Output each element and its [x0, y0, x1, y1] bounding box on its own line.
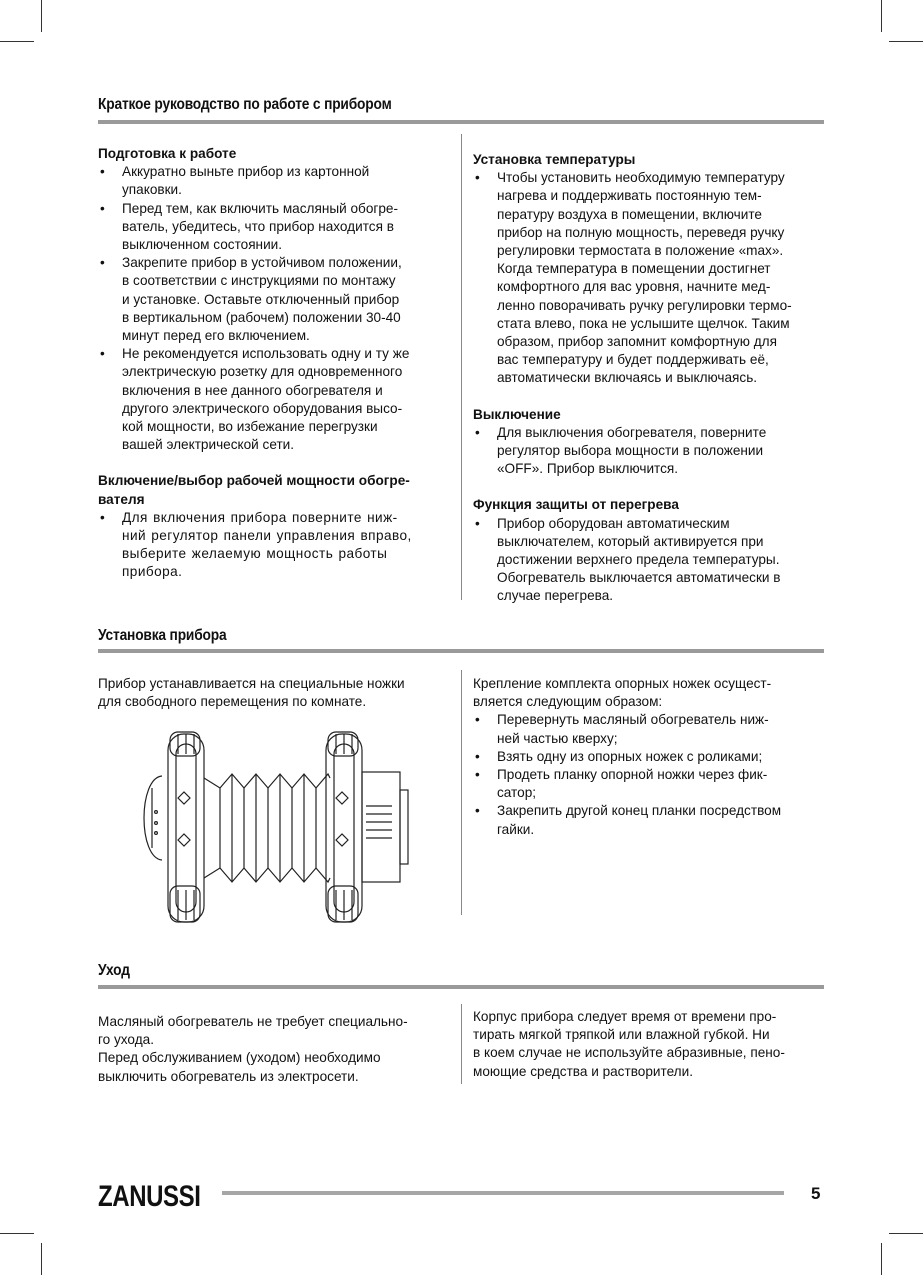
text-line: пературу воздуха в помещении, включите [497, 206, 762, 222]
care-right-column [473, 1008, 825, 1081]
list-item [473, 766, 825, 802]
crop-mark [0, 1233, 34, 1234]
text-line: выберите желаемую мощность работы [122, 546, 388, 562]
text-line: • Продеть планку опорной ножки через фик- [497, 767, 768, 783]
crop-mark [0, 41, 34, 42]
crop-mark [41, 0, 42, 32]
text-line: регулятор выбора мощности в положении [497, 443, 764, 459]
overheat-list [473, 515, 825, 606]
text-line: включения в нее данного обогревателя и [122, 382, 383, 398]
installation-left-column [98, 675, 454, 711]
text-line: для свободного перемещения по комнате. [98, 694, 367, 710]
list-item [98, 509, 448, 582]
brand-logo: ZANUSSI [98, 1180, 201, 1213]
section-title-care: Уход [98, 962, 130, 979]
spacer [98, 454, 448, 472]
text-line: сатор; [497, 785, 537, 801]
text-line: кой мощности, во избежание перегрузки [122, 419, 378, 435]
text-line: электрическую розетку для одновременного [122, 364, 403, 380]
text-line: вас температуру и будет поддерживать её, [497, 352, 769, 368]
text-line: выключенном состоянии. [122, 237, 283, 253]
text-line: в вертикальном (рабочем) положении 30-40 [122, 309, 401, 325]
text-line: автоматически включаясь и выключаясь. [497, 370, 758, 386]
text-line: • Для выключения обогревателя, поверните [497, 424, 767, 440]
text-line: в коем случае не используйте абразивные, пено- [473, 1045, 785, 1061]
subheading-power [98, 472, 448, 508]
text-line: другого электрического оборудования высо- [122, 400, 403, 416]
care-left-column [98, 1013, 454, 1086]
text-line: вашей электрической сети. [122, 437, 295, 453]
subheading-preparation: Подготовка к работе [98, 146, 237, 161]
installation-right-column [473, 675, 825, 839]
crop-mark [889, 1233, 923, 1234]
list-item [98, 345, 448, 454]
text-line: Включение/выбор рабочей мощности обогре- [98, 473, 410, 489]
section-rule [98, 985, 824, 989]
text-line: ленно поворачивать ручку регулировки термо- [497, 297, 792, 313]
crop-mark [881, 0, 882, 32]
preparation-list [98, 163, 448, 454]
text-line: прибора. [122, 564, 183, 580]
text-line: • Аккуратно выньте прибор из картонной [122, 164, 370, 180]
crop-mark [41, 1243, 42, 1275]
subheading-off: Выключение [473, 406, 561, 422]
text-line: выключателем, который активируется при [497, 533, 764, 549]
text-line: • Для включения прибора поверните ниж- [122, 509, 398, 525]
text-line: Прибор устанавливается на специальные ножки [98, 676, 405, 691]
text-line: Корпус прибора следует время от времени про- [473, 1009, 777, 1024]
text-line: нагрева и поддерживать постоянную тем- [497, 188, 762, 204]
text-line: прибор на полную мощность, переведя ручку [497, 224, 785, 240]
list-item [473, 424, 825, 479]
care-left-text [98, 1013, 454, 1086]
text-line: тирать мягкой тряпкой или влажной губкой. Ни [473, 1027, 770, 1043]
text-line: Масляный обогреватель не требует специально- [98, 1014, 408, 1029]
text-line: Перед обслуживанием (уходом) необходимо [98, 1050, 381, 1066]
text-line: достижении верхнего предела температуры. [497, 552, 780, 568]
footer-rule [222, 1191, 784, 1195]
list-item [473, 802, 825, 838]
text-line: • Закрепить другой конец планки посредством [497, 803, 782, 819]
text-line: • Не рекомендуется использовать одну и ту же [122, 346, 410, 362]
list-item [473, 515, 825, 606]
spacer [473, 478, 825, 496]
text-line: случае перегрева. [497, 588, 614, 604]
section-title-installation: Установка прибора [98, 627, 227, 644]
text-line: Когда температура в помещении достигнет [497, 261, 771, 277]
list-item [473, 711, 825, 747]
text-line: регулировки термостата в положение «max». [497, 243, 784, 259]
list-item [98, 163, 448, 199]
column-divider [461, 1004, 462, 1084]
text-line: и установке. Оставьте отключенный прибор [122, 291, 400, 307]
installation-steps-list [473, 711, 825, 838]
page-number: 5 [811, 1184, 821, 1203]
oil-heater-illustration [130, 728, 420, 928]
text-line: стата влево, пока не услышите щелчок. Таким [497, 315, 790, 331]
text-line: ватель, убедитесь, что прибор находится в [122, 218, 394, 234]
quick-guide-right-column [473, 151, 825, 606]
text-line: в соответствии с инструкциями по монтажу [122, 273, 396, 289]
text-line: выключить обогреватель из электросети. [98, 1068, 359, 1084]
text-line: минут перед его включением. [122, 328, 310, 344]
text-line: упаковки. [122, 182, 182, 198]
text-line: вляется следующим образом: [473, 694, 663, 710]
list-item [473, 169, 825, 387]
installation-steps-intro [473, 675, 825, 711]
list-item [98, 200, 448, 255]
text-line: моющие средства и растворители. [473, 1063, 693, 1079]
text-line: вателя [98, 491, 145, 507]
crop-mark [881, 1243, 882, 1275]
text-line: • Взять одну из опорных ножек с роликами; [497, 748, 763, 764]
text-line: Обогреватель выключается автоматически в [497, 570, 781, 586]
care-right-text [473, 1008, 825, 1081]
text-line: • Перед тем, как включить масляный обогре- [122, 200, 398, 216]
text-line: • Прибор оборудован автоматическим [497, 515, 730, 531]
column-divider [461, 134, 462, 600]
section-rule [98, 120, 824, 124]
installation-intro [98, 675, 454, 711]
section-title-quick-guide: Краткое руководство по работе с прибором [98, 96, 392, 113]
text-line: комфортного для вас уровня, начните мед- [497, 279, 771, 295]
section-rule [98, 649, 824, 653]
text-line: «OFF». Прибор выключится. [497, 461, 679, 477]
column-divider [461, 670, 462, 915]
text-line: • Закрепите прибор в устойчивом положении, [122, 255, 402, 271]
text-line: гайки. [497, 821, 535, 837]
spacer [473, 388, 825, 406]
text-line: ний регулятор панели управления вправо, [122, 528, 412, 544]
off-list [473, 424, 825, 479]
text-line: го ухода. [98, 1032, 154, 1048]
quick-guide-left-column [98, 145, 448, 582]
text-line: образом, прибор запомнит комфортную для [497, 334, 777, 350]
text-line: • Перевернуть масляный обогреватель ниж- [497, 712, 769, 728]
temperature-list [473, 169, 825, 387]
text-line: ней частью кверху; [497, 730, 618, 746]
subheading-temperature: Установка температуры [473, 152, 636, 167]
subheading-overheat: Функция защиты от перегрева [473, 497, 679, 513]
crop-mark [889, 41, 923, 42]
list-item [98, 254, 448, 345]
text-line: • Чтобы установить необходимую температуру [497, 170, 785, 186]
text-line: Крепление комплекта опорных ножек осущест- [473, 676, 772, 691]
power-list [98, 509, 448, 582]
list-item [473, 748, 825, 766]
